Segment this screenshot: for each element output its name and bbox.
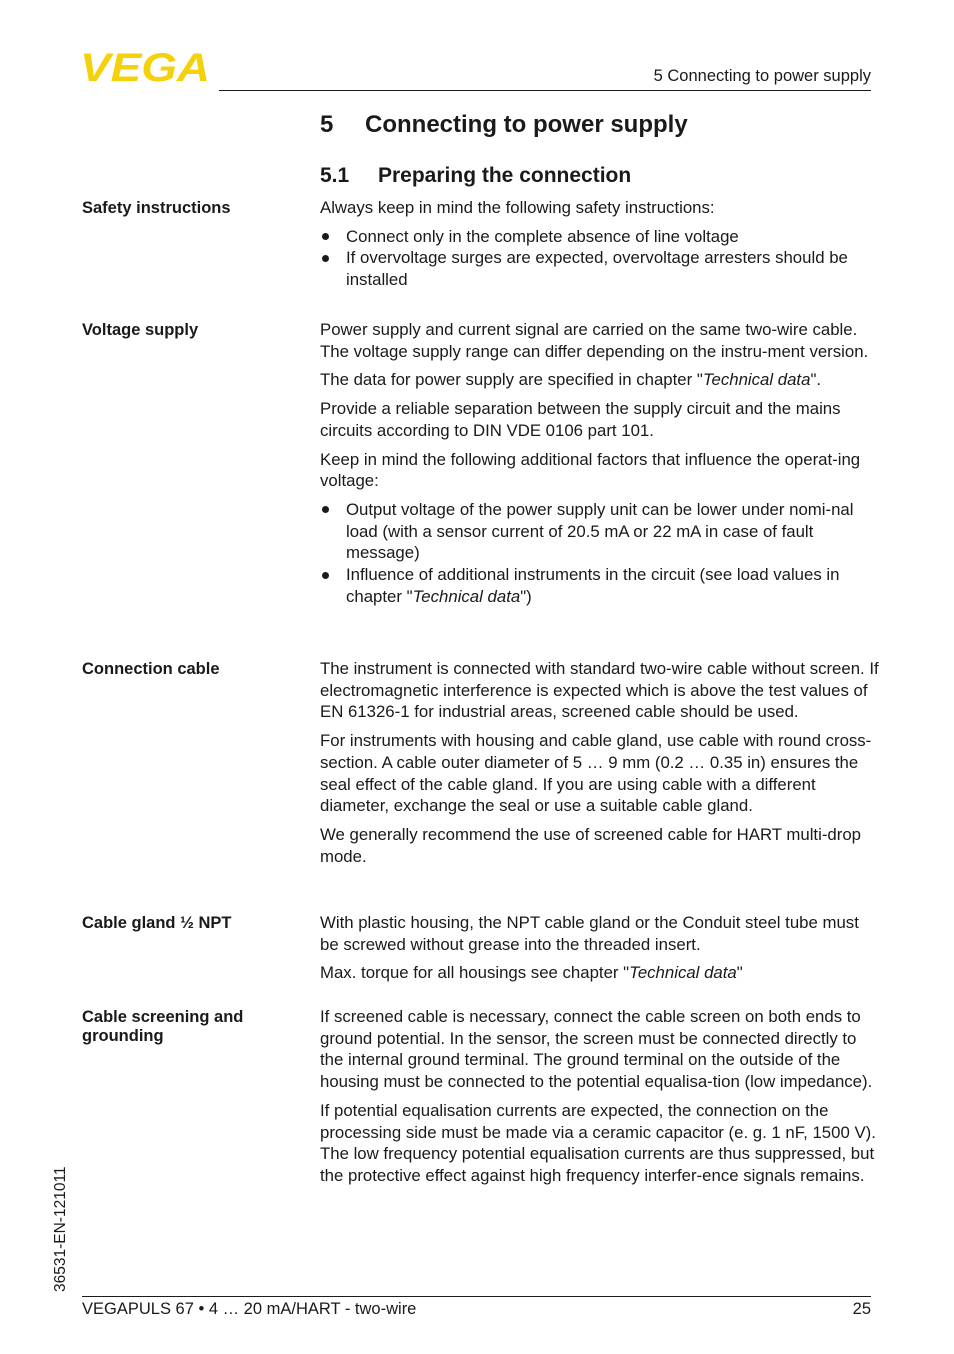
safety-list (320, 226, 880, 291)
vega-logo (80, 50, 212, 84)
technical-data-ref: Technical data (702, 370, 811, 390)
voltage-list (320, 499, 880, 608)
running-header: 5 Connecting to power supply (653, 67, 871, 85)
vega-logo-text: VEGA (80, 50, 210, 84)
chapter-title: Connecting to power supply (365, 111, 688, 138)
voltage-block (320, 319, 880, 607)
section-heading (320, 164, 631, 188)
cable-block (320, 658, 880, 874)
cable-paragraph-2: For instruments with housing and cable gland, use cable with round cross-section. A cable outer diameter of 5 … 9 mm (0.2 … 0.35 in) ensures the seal effect of the cable gland. If you are using cable with a different diameter, exchange the seal or use a suitable cable gland. (320, 731, 872, 816)
section-title: Preparing the connection (378, 164, 632, 187)
voltage-label: Voltage supply (82, 321, 199, 339)
screening-block (320, 1006, 880, 1194)
safety-intro: Always keep in mind the following safety instructions: (320, 198, 715, 217)
footer-divider (82, 1296, 871, 1297)
voltage-paragraph-2: The data for power supply are specified in chapter "Technical data". (320, 370, 822, 390)
voltage-paragraph-4: Keep in mind the following additional factors that influence the operat-ing voltage: (320, 449, 861, 491)
cable-paragraph-3: We generally recommend the use of screened cable for HART multi-drop mode. (320, 824, 861, 866)
gland-label: Cable gland ½ NPT (82, 914, 232, 932)
gland-paragraph-1: With plastic housing, the NPT cable gland or the Conduit steel tube must be screwed without grease into the threaded insert. (320, 913, 859, 954)
chapter-number: 5 (320, 111, 334, 138)
screening-label: Cable screening and grounding (82, 1008, 244, 1045)
technical-data-ref: Technical data (629, 963, 737, 983)
document-id: 36531-EN-121011 (52, 1166, 69, 1292)
section-number: 5.1 (320, 164, 350, 187)
footer-product: VEGAPULS 67 • 4 … 20 mA/HART - two-wire (82, 1300, 417, 1318)
list-item: If overvoltage surges are expected, overvoltage arresters should be installed (320, 247, 880, 290)
header-divider (219, 90, 871, 91)
safety-block (320, 197, 880, 291)
list-item: Connect only in the complete absence of line voltage (320, 226, 880, 248)
technical-data-ref: Technical data (412, 586, 521, 606)
voltage-paragraph-1: Power supply and current signal are carried on the same two-wire cable. The voltage supply range can differ depending on the instru-ment version. (320, 320, 869, 361)
page-number: 25 (852, 1300, 871, 1318)
gland-block (320, 912, 880, 991)
voltage-paragraph-3: Provide a reliable separation between the supply circuit and the mains circuits according to DIN VDE 0106 part 101. (320, 399, 841, 440)
screening-paragraph-2: If potential equalisation currents are expected, the connection on the processing side must be made via a ceramic capacitor (e. g. 1 nF, 1500 V). The low frequency potential equalisation currents are thus suppressed, but the protective effect against high frequency interfer-ence signals remains. (320, 1100, 876, 1185)
cable-paragraph-1: The instrument is connected with standard two-wire cable without screen. If electromagnetic interference is expected which is above the test values of EN 61326-1 for industrial areas, screened cable should be used. (320, 659, 879, 722)
list-item: Output voltage of the power supply unit can be lower under nomi-nal load (with a sensor current of 20.5 mA or 22 mA in case of fault message) (320, 499, 880, 564)
cable-label: Connection cable (82, 660, 220, 678)
screening-paragraph-1: If screened cable is necessary, connect the cable screen on both ends to ground potential. In the sensor, the screen must be connected directly to the internal ground terminal. The ground terminal on the outside of the housing must be connected to the potential equalisa-tion (low impedance). (320, 1007, 873, 1092)
gland-paragraph-2: Max. torque for all housings see chapter "Technical data" (320, 963, 743, 983)
list-item: Influence of additional instruments in the circuit (see load values in chapter "Technical data") (320, 564, 880, 607)
chapter-heading (320, 111, 688, 139)
safety-label: Safety instructions (82, 199, 231, 217)
